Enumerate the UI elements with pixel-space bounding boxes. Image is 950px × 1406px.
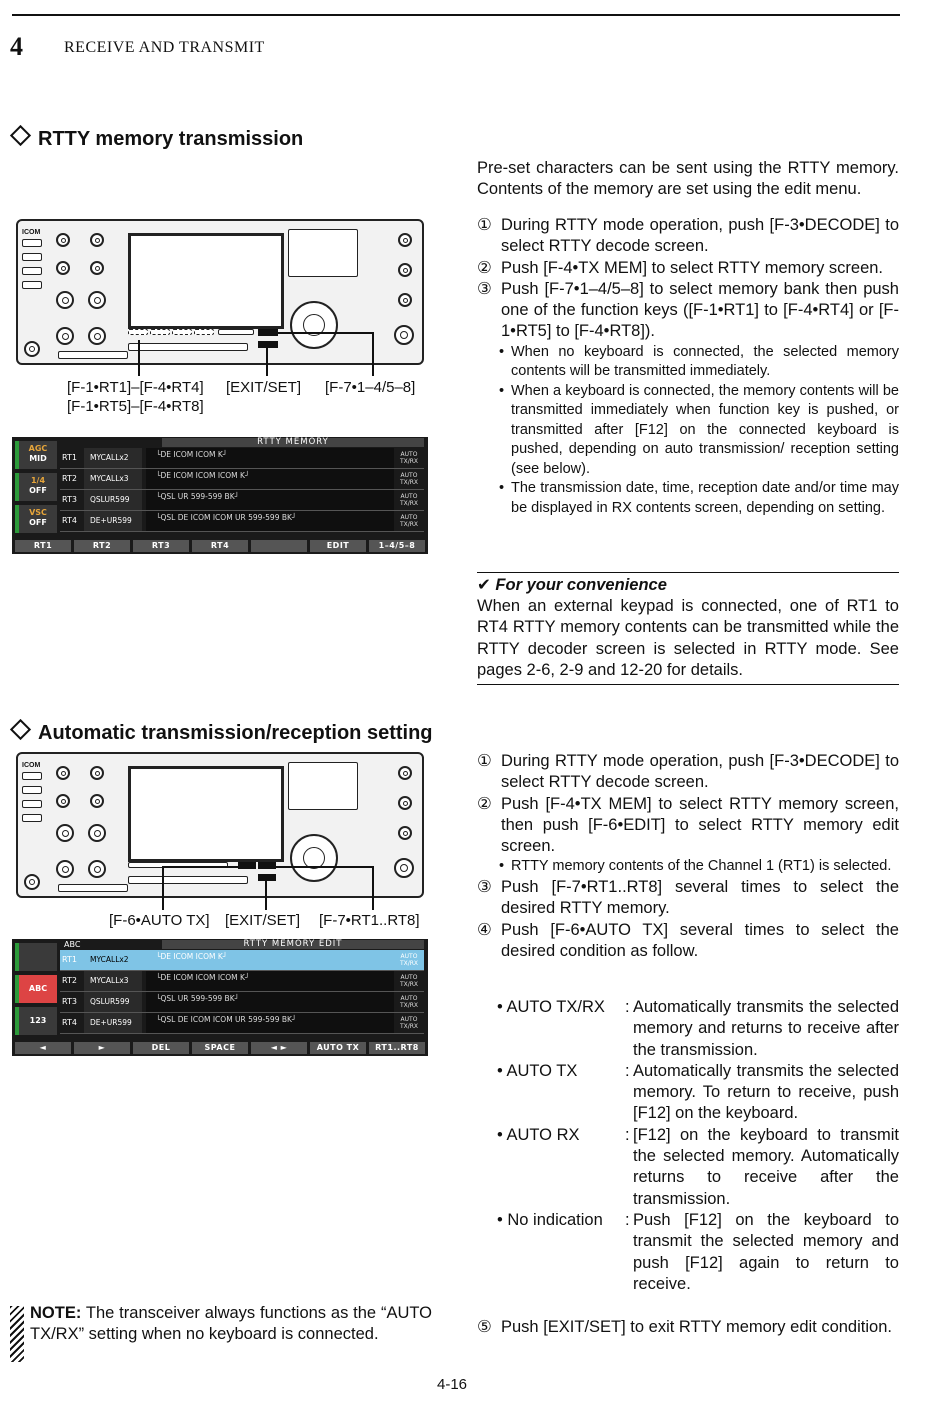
callout-line <box>265 878 267 910</box>
note: NOTE: The transceiver always functions as the “AUTO TX/RX” setting when no keyboard is connected. <box>30 1304 432 1344</box>
knob-icon <box>88 860 106 878</box>
fkey-rt3[interactable]: RT3 <box>133 540 189 552</box>
display-screen <box>128 766 284 862</box>
fkey-bank[interactable]: 1–4/5–8 <box>369 540 425 552</box>
callout-line <box>276 332 373 334</box>
knob-icon <box>56 291 74 309</box>
transceiver-illustration-2 <box>16 752 424 898</box>
panel-button <box>22 281 42 289</box>
side-blank[interactable] <box>15 943 57 971</box>
panel-button <box>22 814 42 822</box>
knob-icon <box>56 766 70 780</box>
f5-f6-key <box>218 329 254 335</box>
fkey-rt-select[interactable]: RT1..RT8 <box>369 1042 425 1054</box>
f4-key <box>194 329 214 335</box>
fkey-left-right[interactable]: ◄ ► <box>251 1042 307 1054</box>
knob-icon <box>56 860 74 878</box>
knob-icon <box>90 766 104 780</box>
rtty-memory-screen <box>12 437 428 554</box>
knob-icon <box>90 261 104 275</box>
condition-item: • AUTO TX/RX : Automatically transmits the selected memory and returns to receive after the transmission. <box>497 998 899 1059</box>
knob-icon <box>90 794 104 808</box>
button-row <box>128 343 248 351</box>
knob-icon <box>398 826 412 840</box>
panel-button <box>22 800 42 808</box>
phones-jack-icon <box>24 341 40 357</box>
memory-row-rt2[interactable]: RT2 MYCALLx3 └DE ICOM ICOM ICOM K┘ AUTO TX/RX <box>60 469 424 490</box>
main-dial-icon <box>290 301 338 349</box>
section1-steps <box>477 215 899 518</box>
fkey-space[interactable]: SPACE <box>192 1042 248 1054</box>
callout-exit-set: [EXIT/SET] <box>226 379 302 396</box>
step-item: ③ Push [F-7•1–4/5–8] to select memory bank then push one of the function keys ([F-1•RT1] to [F-4•RT4] or [F-1•RT5] to [F-4•RT8]). <box>477 279 899 341</box>
side-agc[interactable]: AGC MID <box>15 441 57 469</box>
panel-button <box>22 267 42 275</box>
step-item: ④ Push [F-6•AUTO TX] several times to select the desired condition as follow. <box>477 920 899 960</box>
knob-icon <box>394 325 414 345</box>
condition-item: • AUTO RX : [F12] on the keyboard to transmit the selected memory. Automatically returns to receive after the transmission. <box>497 1125 899 1208</box>
diamond-icon <box>10 125 31 146</box>
knob-icon <box>398 233 412 247</box>
panel-button <box>22 786 42 794</box>
knob-icon <box>56 233 70 247</box>
knob-icon <box>398 766 412 780</box>
button-row <box>128 876 248 884</box>
side-vsc[interactable]: VSC OFF <box>15 505 57 533</box>
callout-line <box>162 866 164 910</box>
callout-line <box>162 866 244 868</box>
diamond-icon <box>10 719 31 740</box>
memory-row-rt1-selected[interactable]: RT1 MYCALLx2 └DE ICOM ICOM K┘ AUTO TX/RX <box>60 950 424 971</box>
display-screen <box>128 233 284 329</box>
callout-exit-set: [EXIT/SET] <box>225 912 301 929</box>
side-abc[interactable]: ABC <box>15 975 57 1003</box>
fkey-blank[interactable] <box>251 540 307 552</box>
keypad <box>288 762 358 810</box>
exit-set-key-highlight <box>258 874 276 881</box>
memory-row-rt3[interactable]: RT3 QSLUR599 └QSL UR 599-599 BK┘ AUTO TX/RX <box>60 992 424 1013</box>
callout-f7-rt-select: [F-7•RT1..RT8] <box>319 912 420 929</box>
knob-icon <box>56 261 70 275</box>
section2-steps <box>477 751 899 962</box>
exit-set-key-highlight <box>258 341 278 348</box>
fkey-rt2[interactable]: RT2 <box>74 540 130 552</box>
f3-key <box>172 329 192 335</box>
fkey-rt4[interactable]: RT4 <box>192 540 248 552</box>
bullet-item: • When a keyboard is connected, the memory contents will be transmitted immediately when function key is pushed, or transmitted after [F12] on the connected keyboard is pushed, depending on auto transmission/ reception setting (see below). <box>499 382 899 477</box>
knob-icon <box>56 794 70 808</box>
card-slot <box>58 884 128 892</box>
fkey-right[interactable]: ► <box>74 1042 130 1054</box>
knob-icon <box>394 858 414 878</box>
memory-row-rt1[interactable]: RT1 MYCALLx2 └DE ICOM ICOM K┘ AUTO TX/RX <box>60 448 424 469</box>
convenience-text: When an external keypad is connected, one of RT1 to RT4 RTTY memory contents can be transmitted while the RTTY decoder screen is selected in RTTY mode. See pages 2-6, 2-9 and 12-20 for details. <box>477 597 899 679</box>
step-item: ② Push [F-4•TX MEM] to select RTTY memory screen, then push [F-6•EDIT] to select RTTY memory edit screen. <box>477 794 899 856</box>
function-key-bar <box>15 540 425 552</box>
step-item: ② Push [F-4•TX MEM] to select RTTY memory screen. <box>477 258 884 277</box>
icom-logo: ICOM <box>22 229 41 236</box>
main-dial-icon <box>290 834 338 882</box>
knob-icon <box>398 796 412 810</box>
condition-item: • No indication : Push [F12] on the keyboard to transmit the selected memory and push [F12] again to return to receive. <box>497 1210 899 1293</box>
memory-row-rt4[interactable]: RT4 DE+UR599 └QSL DE ICOM ICOM UR 599-599 BK┘ AUTO TX/RX <box>60 1013 424 1034</box>
callout-line <box>274 866 373 868</box>
fkey-edit[interactable]: EDIT <box>310 540 366 552</box>
chapter-number: 4 <box>10 32 23 61</box>
page-number: 4-16 <box>437 1376 468 1393</box>
memory-row-rt4[interactable]: RT4 DE+UR599 └QSL DE ICOM ICOM UR 599-599 BK┘ AUTO TX/RX <box>60 511 424 532</box>
transceiver-illustration-1 <box>16 219 424 365</box>
f1-key <box>128 329 148 335</box>
bullet-item: • The transmission date, time, reception date and/or time may be displayed in RX contents screen, depending on setting. <box>499 480 899 516</box>
knob-icon <box>88 824 106 842</box>
step-item-5: ⑤ Push [EXIT/SET] to exit RTTY memory edit condition. <box>477 1318 892 1336</box>
knob-icon <box>90 233 104 247</box>
section-title-auto-txrx: Automatic transmission/reception setting <box>10 722 433 745</box>
step-item: ① During RTTY mode operation, push [F-3•DECODE] to select RTTY decode screen. <box>477 752 899 792</box>
side-123[interactable]: 123 <box>15 1007 57 1035</box>
f2-key <box>150 329 170 335</box>
memory-row-rt2[interactable]: RT2 MYCALLx3 └DE ICOM ICOM ICOM K┘ AUTO TX/RX <box>60 971 424 992</box>
callout-line <box>372 866 374 910</box>
conditions-list <box>497 997 899 1295</box>
keypad <box>288 229 358 277</box>
knob-icon <box>56 327 74 345</box>
screen-title: RTTY MEMORY <box>162 438 424 447</box>
header-rule <box>12 14 900 16</box>
rtty-memory-edit-screen <box>12 939 428 1056</box>
fkey-auto-tx[interactable]: AUTO TX <box>310 1042 366 1054</box>
callout-line <box>372 332 374 376</box>
input-mode-label: ABC <box>64 940 81 949</box>
memory-row-rt3[interactable]: RT3 QSLUR599 └QSL UR 599-599 BK┘ AUTO TX/RX <box>60 490 424 511</box>
note-stripe-icon <box>10 1306 24 1362</box>
screen-title: RTTY MEMORY EDIT <box>162 940 424 949</box>
convenience-top-rule <box>477 572 899 573</box>
panel-button <box>22 239 42 247</box>
fkey-del[interactable]: DEL <box>133 1042 189 1054</box>
knob-icon <box>398 293 412 307</box>
f7-key-highlight <box>258 329 278 336</box>
knob-icon <box>398 263 412 277</box>
card-slot <box>58 351 128 359</box>
chapter-title: RECEIVE AND TRANSMIT <box>64 39 265 56</box>
phones-jack-icon <box>24 874 40 890</box>
callout-auto-tx: [F-6•AUTO TX] <box>109 912 210 929</box>
panel-button <box>22 253 42 261</box>
bullet-item: • RTTY memory contents of the Channel 1 (RT1) is selected. <box>499 858 892 875</box>
fkey-rt1[interactable]: RT1 <box>15 540 71 552</box>
panel-button <box>22 772 42 780</box>
knob-icon <box>88 327 106 345</box>
function-key-bar <box>15 1042 425 1054</box>
check-icon: ✔ <box>477 576 496 594</box>
callout-line <box>138 340 140 376</box>
bullet-item: • When no keyboard is connected, the selected memory contents will be transmitted immediately. <box>499 343 899 380</box>
callout-fkeys-rt5-rt8: [F-1•RT5]–[F-4•RT8] <box>67 398 204 415</box>
callout-f7-bank: [F-7•1–4/5–8] <box>325 379 416 396</box>
condition-item: • AUTO TX : Automatically transmits the selected memory. To return to receive, push [F12] on the keyboard. <box>497 1061 899 1123</box>
step-item: ③ Push [F-7•RT1..RT8] several times to select the desired RTTY memory. <box>477 877 899 918</box>
convenience-bottom-rule <box>477 684 899 685</box>
section1-intro: Pre-set characters can be sent using the RTTY memory. Contents of the memory are set using the edit menu. <box>477 159 899 199</box>
fkey-left[interactable]: ◄ <box>15 1042 71 1054</box>
step-item: ① During RTTY mode operation, push [F-3•DECODE] to select RTTY decode screen. <box>477 216 899 256</box>
side-1-4[interactable]: 1/4 OFF <box>15 473 57 501</box>
knob-icon <box>88 291 106 309</box>
callout-fkeys-rt1-rt4: [F-1•RT1]–[F-4•RT4] <box>67 379 204 396</box>
icom-logo: ICOM <box>22 762 41 769</box>
convenience-title: ✔ For your convenience <box>477 576 667 594</box>
section-title-rtty-memory: RTTY memory transmission <box>10 128 303 151</box>
callout-line <box>266 346 268 376</box>
knob-icon <box>56 824 74 842</box>
